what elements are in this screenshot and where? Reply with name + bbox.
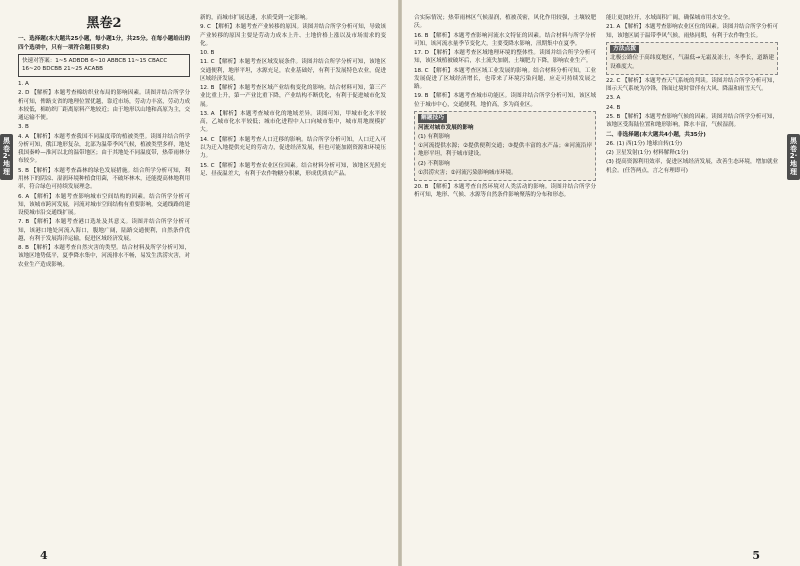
left-page <box>0 0 398 566</box>
answer-item: 21. A 【解析】本题考查影响农业区位的因素。读图并结合所学分析可知，该地区属于温带季风气候，雨热同期，有利于农作物生长。 <box>606 24 778 39</box>
tips-title: 解题技巧 <box>418 114 447 123</box>
answer-item: 6. A 【解析】本题考查影响城市空间结构的因素。结合所学分析可知，该城市跨河发展，河流对城市空间结构有重要影响，交通线路的建设使城市沿交通线扩展。 <box>18 193 190 217</box>
quick-answer-box <box>18 54 190 77</box>
tips-inset <box>414 111 596 181</box>
answer-item: 5. B 【解析】本题考查森林的绿色发展措施。结合所学分析可知，利用林下的阴凉、湿润环境种植食用菌，不破坏林木，还能提高林地利用率，符合绿色可持续发展理念。 <box>18 167 190 191</box>
answer-item: 能让更加拉开，水域面积广阔，确保城市用水安全。 <box>606 15 734 21</box>
tips-item: ①河流提供水源；②提供便利交通；③提供丰富的水产品；④河流沿岸地形平坦，利于城市建设。 <box>418 143 592 158</box>
side-tab-left: 黑卷2·地理 <box>0 134 13 180</box>
answer-item: 4. A 【解析】本题考查我国不同温度带的植被类型。读图并结合所学分析可知，俄江地形复杂，北部为温带季风气候，植被类型多样，地处我国秦岭—淮河以北的温带地区；由于其地处不同温度带，热带雨林分布较少。 <box>18 133 190 165</box>
answer-item: 23. A <box>606 95 621 102</box>
answer-item: 11. C 【解析】本题考查区域发展条件。读图并结合所学分析可知，该地区交通便利，地形平坦，水源充足，农业基础好，有利于发展特色农业，促进区域经济发展。 <box>200 59 386 82</box>
answer-item: 3. B <box>18 124 29 131</box>
answer-item: 18. C 【解析】本题考查区域工业发展的影响。结合材料分析可知，工业发展促进了区域经济增长，也带来了环境污染问题，应走可持续发展之路。 <box>414 67 596 91</box>
answer-item: 17. D 【解析】本题考查区域地理环境的整体性。读图并结合所学分析可知，该区域植被破坏后，水土流失加剧，土壤肥力下降，影响农业生产。 <box>414 50 596 65</box>
answer-item: (3) 提高资源利用效率，促进区域经济发展，改善生态环境，增加就业机会。(任答两点，言之有理即可) <box>606 159 778 174</box>
method-inset <box>606 42 778 75</box>
answer-item: 22. C 【解析】本题考查天气系统的判读。读图并结合所学分析可知，图示天气系统为冷锋，锋面过境时常伴有大风、降温和雨雪天气。 <box>606 77 778 93</box>
answer-item: 1. A <box>18 81 29 88</box>
answer-item: 20. B 【解析】本题考查自然环境对人类活动的影响。读图并结合所学分析可知，地形、气候、水源等自然条件影响聚落的分布和形态。 <box>414 184 596 199</box>
answer-item: 24. B <box>606 104 621 111</box>
method-title: 方法点拨 <box>610 45 639 54</box>
answer-item: 25. B 【解析】本题考查影响气候的因素。读图并结合所学分析可知，该地区受海陆位置和地形影响，降水丰富，气候湿润。 <box>606 113 778 129</box>
page-number-left: 4 <box>40 549 48 562</box>
right-column-2 <box>606 14 778 544</box>
tips-heading: 河流对城市发展的影响 <box>418 124 474 131</box>
page-title: 黑卷2 <box>86 16 122 31</box>
answer-item: 15. C 【解析】本题考查农业区位因素。结合材料分析可知，该地区光照充足、昼夜温差大，有利于农作物糖分积累，形成优质农产品。 <box>200 162 386 177</box>
answer-item: 26. (1) 西(1分) 地球自转(1分) <box>606 140 683 147</box>
answer-item: 2. D 【解析】本题考查棉纺织业布局的影响因素。读图并结合所学分析可知，俾路支省的地理位置优越，靠近市场，劳动力丰富，劳动力成本较低，棉纺织厂距离原料产地较近；由于地形以山地和高原为主，交通运输不便。 <box>18 90 190 122</box>
right-page <box>402 0 800 566</box>
section-heading: 一、选择题(本大题共25小题，每小题1分，共25分。在每小题给出的四个选项中，只有一项符合题目要求) <box>18 36 190 51</box>
side-tab-right: 黑卷2·地理 <box>787 134 800 180</box>
page-number-right: 5 <box>752 549 760 562</box>
answer-item: 合实际情况；热带雨林区气候湿润，植被茂密，风化作用较强，土壤较肥沃。 <box>414 15 596 30</box>
answer-item: 13. A 【解析】本题考查城市化的地域差异。读图可知，甲城市化水平较高，乙城市化水平较低；城市化进程中人口向城市集中，城市用地规模扩大。 <box>200 110 386 134</box>
answer-item: 12. B 【解析】本题考查区域产业结构变化的影响。结合材料可知，第三产业比重上升，第一产业比重下降，产业结构不断优化，有利于促进城市化发展。 <box>200 85 386 108</box>
tips-item: (2) 不利影响 <box>418 160 450 167</box>
section-heading: 二、非选择题(本大题共4小题，共35分) <box>606 131 706 138</box>
answer-item: 新的，而城市扩展迅速，水质受到一定影响。 <box>200 15 311 21</box>
quick-answer-text: 快速对答案：1~5 ADBDB 6~10 ABBCB 11~15 CBACC 16~20 BDCBB 21~25 ACABB <box>22 57 168 73</box>
right-column-1 <box>414 14 596 544</box>
answer-item: 10. B <box>200 50 215 57</box>
answer-item: 14. C 【解析】本题考查人口迁移的影响。结合所学分析可知，人口迁入可以为迁入地提供充足的劳动力，促进经济发展，但也可能加剧资源和环境压力。 <box>200 136 386 160</box>
answer-item: 7. B 【解析】本题考查港口选址及其意义。读图并结合所学分析可知，该港口地处河流入海口，腹地广阔，陆路交通便利，自然条件优越，有利于发展海洋运输，促进区域经济发展。 <box>18 219 190 242</box>
tips-item: (1) 有利影响 <box>418 133 450 140</box>
answer-item: (2) 卫星发射(1分) 材料解释(1分) <box>606 150 689 157</box>
answer-item: 9. C 【解析】本题考查产业转移的原因。读图并结合所学分析可知，导致该产业转移的原因主要是劳动力成本上升、土地价格上涨以及市场需求的变化。 <box>200 24 386 47</box>
answer-item: 8. B 【解析】本题考查自然灾害的类型。结合材料及所学分析可知，该地区地势低平，夏季降水集中，河流排水不畅，易发生洪涝灾害，对农业生产造成影响。 <box>18 245 190 268</box>
left-column-2 <box>200 14 386 544</box>
answer-item: 19. B 【解析】本题考查城市功能区。读图并结合所学分析可知，该区域位于城市中心，交通便利，地价高，多为商业区。 <box>414 93 596 108</box>
tips-item: ①洪涝灾害；②河流污染影响城市环境。 <box>418 169 517 176</box>
left-column-1 <box>18 14 190 544</box>
method-text: 北极公路位于高纬度地区，气温低→无霜及冻土，冬季长，道路建设难度大。 <box>610 55 774 70</box>
answer-item: 16. B 【解析】本题考查影响河流水文特征的因素。结合材料与所学分析可知，该河流水量季节变化大，主要受降水影响，汛期集中在夏季。 <box>414 32 596 47</box>
